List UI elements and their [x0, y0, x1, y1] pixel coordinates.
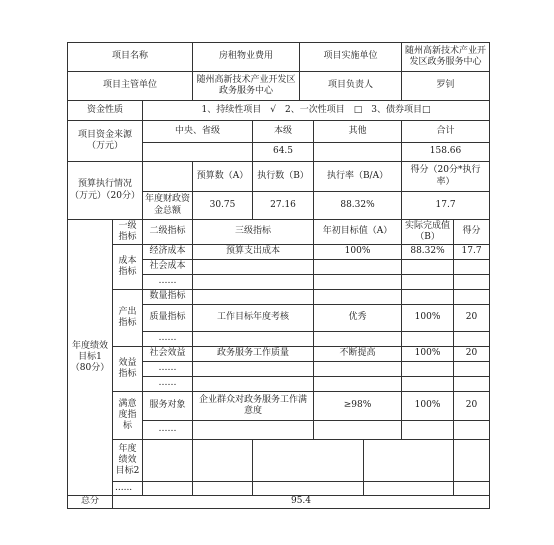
table-row [68, 121, 490, 143]
table-row [68, 392, 490, 421]
indicator-header: 年初目标值（A） [314, 220, 402, 245]
authority-label: 项目主管单位 [68, 72, 193, 101]
ellipsis-cell: …… [143, 421, 193, 440]
fund-source-header: 其他 [314, 121, 402, 143]
fund-source-header: 中央、省级 [143, 121, 253, 143]
leader-label: 项目负责人 [300, 72, 402, 101]
social-benefit-item: 政务服务工作质量 [193, 347, 314, 362]
performance-table [67, 42, 490, 509]
ellipsis-cell: …… [143, 332, 193, 347]
table-row [68, 220, 490, 245]
service-target: ≥98% [314, 392, 402, 421]
budget-row-label: 年度财政资金总额 [143, 192, 193, 220]
leader-value: 罗钊 [402, 72, 490, 101]
table-row [68, 482, 490, 496]
table-row [68, 440, 490, 482]
budget-header: 得分（20分*执行率） [402, 162, 490, 192]
total-label: 总分 [68, 496, 113, 509]
cost-indicator-label: 成本指标 [113, 245, 143, 290]
indicator-header: 实际完成值（B） [402, 220, 454, 245]
table-row [68, 496, 490, 509]
indicator-header: 得分 [454, 220, 490, 245]
fund-source-value [314, 143, 402, 162]
project-name-label: 项目名称 [68, 43, 193, 72]
ellipsis-cell: …… [143, 275, 193, 290]
indicator-header: 一级指标 [113, 220, 143, 245]
social-benefit-label: 社会效益 [143, 347, 193, 362]
indicator-header: 三级指标 [193, 220, 314, 245]
quality-item: 工作目标年度考核 [193, 305, 314, 332]
project-name-value: 房租物业费用 [193, 43, 300, 72]
authority-value: 随州高新技术产业开发区政务服务中心 [193, 72, 300, 101]
table-row [68, 347, 490, 362]
quality-target: 优秀 [314, 305, 402, 332]
output-indicator-label: 产出指标 [113, 290, 143, 347]
fund-nature-value: 1、持续性项目 √ 2、一次性项目 □ 3、债券项目□ [143, 101, 490, 121]
econ-cost-label: 经济成本 [143, 245, 193, 260]
table-row [68, 290, 490, 305]
budget-header: 预算数（A） [193, 162, 253, 192]
econ-cost-item: 预算支出成本 [193, 245, 314, 260]
fund-source-value: 64.5 [253, 143, 314, 162]
ellipsis-cell: …… [143, 377, 193, 392]
table-row [68, 162, 490, 192]
total-score: 95.4 [113, 496, 490, 509]
budget-empty-cell [143, 162, 193, 192]
social-cost-label: 社会成本 [143, 260, 193, 275]
annual-target-2-label: 年度绩效目标2 [113, 440, 143, 482]
budget-header: 执行数（B） [253, 162, 314, 192]
quality-actual: 100% [402, 305, 454, 332]
econ-cost-actual: 88.32% [402, 245, 454, 260]
social-benefit-actual: 100% [402, 347, 454, 362]
service-item: 企业群众对政务服务工作满意度 [193, 392, 314, 421]
dots-cell: ...... [113, 482, 143, 496]
econ-cost-score: 17.7 [454, 245, 490, 260]
fund-nature-label: 资金性质 [68, 101, 143, 121]
table-row [68, 72, 490, 101]
fund-source-header: 本级 [253, 121, 314, 143]
indicator-header: 二级指标 [143, 220, 193, 245]
budget-header: 执行率（B/A） [314, 162, 402, 192]
fund-source-value: 158.66 [402, 143, 490, 162]
satisfaction-indicator-label: 满意度指标 [113, 392, 143, 440]
table-row [68, 245, 490, 260]
service-target-label: 服务对象 [143, 392, 193, 421]
budget-exec-label: 预算执行情况（万元）（20分） [68, 162, 143, 220]
service-actual: 100% [402, 392, 454, 421]
social-benefit-score: 20 [454, 347, 490, 362]
budget-value: 88.32% [314, 192, 402, 220]
quality-indicator-label: 质量指标 [143, 305, 193, 332]
fund-source-header: 合计 [402, 121, 490, 143]
table-row [68, 43, 490, 72]
service-score: 20 [454, 392, 490, 421]
benefit-indicator-label: 效益指标 [113, 347, 143, 392]
quality-score: 20 [454, 305, 490, 332]
impl-unit-value: 随州高新技术产业开发区政务服务中心 [402, 43, 490, 72]
fund-source-value [143, 143, 253, 162]
impl-unit-label: 项目实施单位 [300, 43, 402, 72]
budget-value: 27.16 [253, 192, 314, 220]
table-row [68, 101, 490, 121]
budget-value: 30.75 [193, 192, 253, 220]
social-benefit-target: 不断提高 [314, 347, 402, 362]
econ-cost-target: 100% [314, 245, 402, 260]
ellipsis-cell: …… [143, 362, 193, 377]
fund-source-label: 项目资金来源（万元） [68, 121, 143, 162]
quantity-indicator-label: 数量指标 [143, 290, 193, 305]
annual-target-1-label: 年度绩效目标1（80分） [68, 220, 113, 496]
budget-value: 17.7 [402, 192, 490, 220]
